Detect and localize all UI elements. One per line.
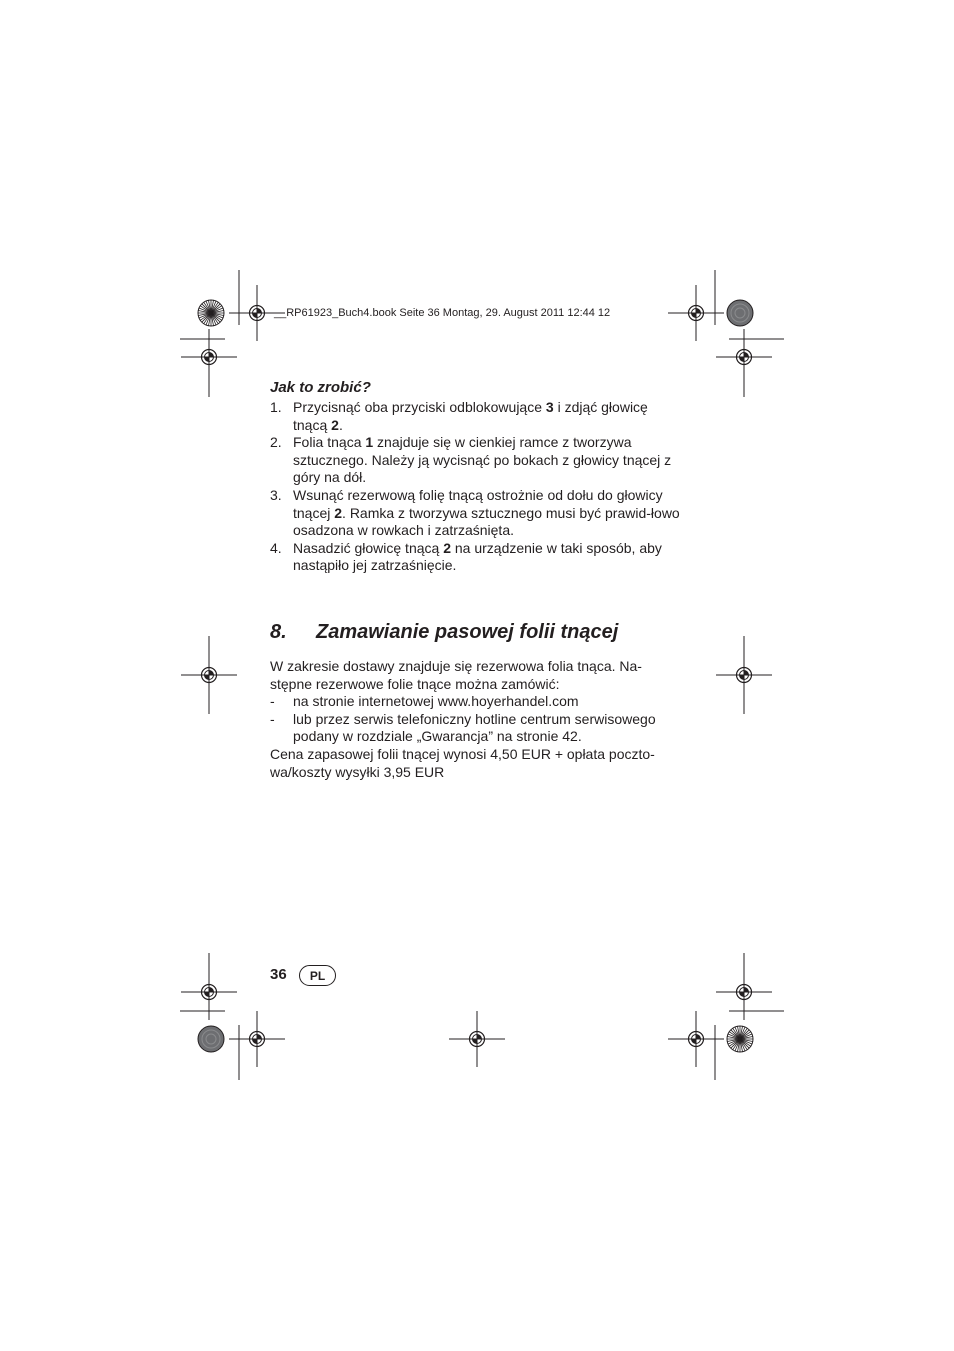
price-paragraph: Cena zapasowej folii tnącej wynosi 4,50 EUR + opłata poczto-wa/koszty wysyłki 3,95 EUR xyxy=(270,745,655,780)
part-ref: 2 xyxy=(334,504,343,521)
step-number: 2. xyxy=(270,434,282,451)
bullet-text: na stronie internetowej www.hoyerhandel.com xyxy=(293,693,579,710)
step-number: 4. xyxy=(270,539,282,556)
bullet-dash: - xyxy=(270,693,275,710)
list-item: 3. Wsunąć rezerwową folię tnącą ostrożnie od dołu do głowicy tnącej 2. Ramka z tworzywa sztucznego musi być prawid-łowo osadzona w rowkach i zatrzaśnięta. xyxy=(270,486,680,539)
language-badge: PL xyxy=(299,965,336,986)
intro-paragraph: W zakresie dostawy znajduje się rezerwowa folia tnąca. Na-stępne rezerwowe folie tnące można zamówić: xyxy=(270,658,642,692)
list-item: 2. Folia tnąca 1 znajduje się w cienkiej ramce z tworzywa sztucznego. Należy ją wycisnąć po bokach z głowicy tnącej z góry na dół. xyxy=(270,434,672,486)
part-ref: 1 xyxy=(365,434,374,451)
steps-list xyxy=(270,399,680,575)
list-item: 4. Nasadzić głowicę tnącą 2 na urządzenie w taki sposób, aby nastąpiło jej zatrzaśnięcie. xyxy=(270,539,662,574)
how-to-heading: Jak to zrobić? xyxy=(270,379,371,396)
bullet-dash: - xyxy=(270,710,275,727)
section-heading xyxy=(270,621,618,644)
page-number: 36 xyxy=(270,966,287,983)
bullet-text: lub przez serwis telefoniczny hotline centrum serwisowego podany w rozdziale „Gwarancja” na stronie 42. xyxy=(293,710,656,745)
list-item: 1. Przycisnąć oba przyciski odblokowujące 3 i zdjąć głowicę tnącą 2. xyxy=(270,399,648,433)
section-title: Zamawianie pasowej folii tnącej xyxy=(316,621,619,643)
print-info-line: __RP61923_Buch4.book Seite 36 Montag, 29. August 2011 12:44 12 xyxy=(274,307,611,319)
list-item xyxy=(270,711,680,746)
step-number: 3. xyxy=(270,486,282,503)
part-ref: 3 xyxy=(545,399,554,415)
section-body xyxy=(270,658,680,781)
part-ref: 2 xyxy=(443,539,451,556)
section-number: 8. xyxy=(270,621,287,643)
part-ref: 2 xyxy=(331,416,339,433)
list-item xyxy=(270,693,680,711)
step-number: 1. xyxy=(270,399,282,415)
